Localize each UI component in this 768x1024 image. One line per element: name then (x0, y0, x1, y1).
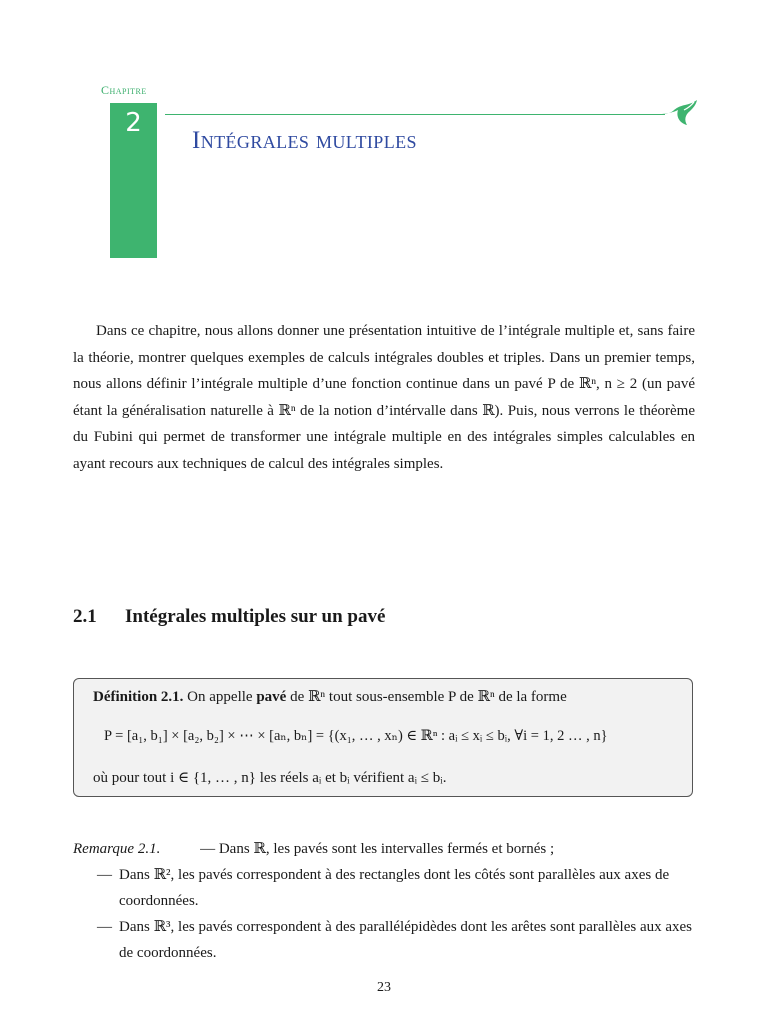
page-number: 23 (377, 980, 391, 995)
section-heading (73, 606, 385, 628)
chapter-title: Intégrales multiples (192, 127, 417, 154)
leaf-ornament-icon (660, 96, 700, 128)
chapter-label: Chapitre (101, 83, 147, 97)
item-dash: — (97, 919, 112, 935)
definition-text-b: de ℝⁿ tout sous-ensemble P de ℝⁿ de la forme (290, 689, 567, 705)
remark (73, 836, 695, 966)
remark-item (73, 862, 695, 914)
section-number: 2.1 (73, 606, 97, 627)
intro-paragraph: Dans ce chapitre, nous allons donner une présentation intuitive de l’intégrale multiple et, sans faire la théorie, montrer quelques exemples de calculs intégrales doubles et triples. Dans un premier temps, nous allons définir l’intégrale multiple d’une fonction continue dans un pavé P de ℝⁿ, n ≥ 2 (un pavé étant la généralisation naturelle à ℝⁿ de la notion d’intérvalle dans ℝ). Puis, nous verrons le théorème du Fubini qui permet de transformer une intégrale multiple en des intégrales simples calculables en ayant recours aux techniques de calcul des intégrales simples. (73, 323, 695, 472)
remark-item-2: Dans ℝ², les pavés correspondent à des rectangles dont les côtés sont parallèles aux axes de coordonnées. (119, 867, 670, 909)
remark-label: Remarque 2.1. (73, 841, 161, 857)
remark-dash: — (200, 841, 216, 857)
definition-label: Définition 2.1. (93, 689, 184, 705)
definition-statement (93, 687, 567, 706)
definition-text-a: On appelle (187, 689, 253, 705)
chapter-rule (165, 114, 665, 115)
item-dash: — (97, 867, 112, 883)
definition-term: pavé (256, 689, 287, 705)
chapter-number: 2 (125, 108, 142, 138)
definition-box (73, 678, 693, 797)
definition-formula: P = [a₁, b₁] × [a₂, b₂] × ⋯ × [aₙ, bₙ] = {(x₁, … , xₙ) ∈ ℝⁿ : aᵢ ≤ xᵢ ≤ bᵢ, ∀i = 1, 2 … , n} (104, 728, 608, 744)
section-title: Intégrales multiples sur un pavé (125, 606, 386, 627)
remark-item (73, 914, 695, 966)
remark-first-line (73, 836, 695, 862)
remark-item-1: Dans ℝ, les pavés sont les intervalles fermés et bornés ; (218, 841, 555, 857)
definition-conclusion: où pour tout i ∈ {1, … , n} les réels aᵢ et bᵢ vérifient aᵢ ≤ bᵢ. (93, 770, 447, 786)
remark-item-3: Dans ℝ³, les pavés correspondent à des parallélépidèdes dont les arêtes sont parallèles aux axes de coordonnées. (119, 919, 693, 961)
chapter-number-block (110, 103, 157, 258)
